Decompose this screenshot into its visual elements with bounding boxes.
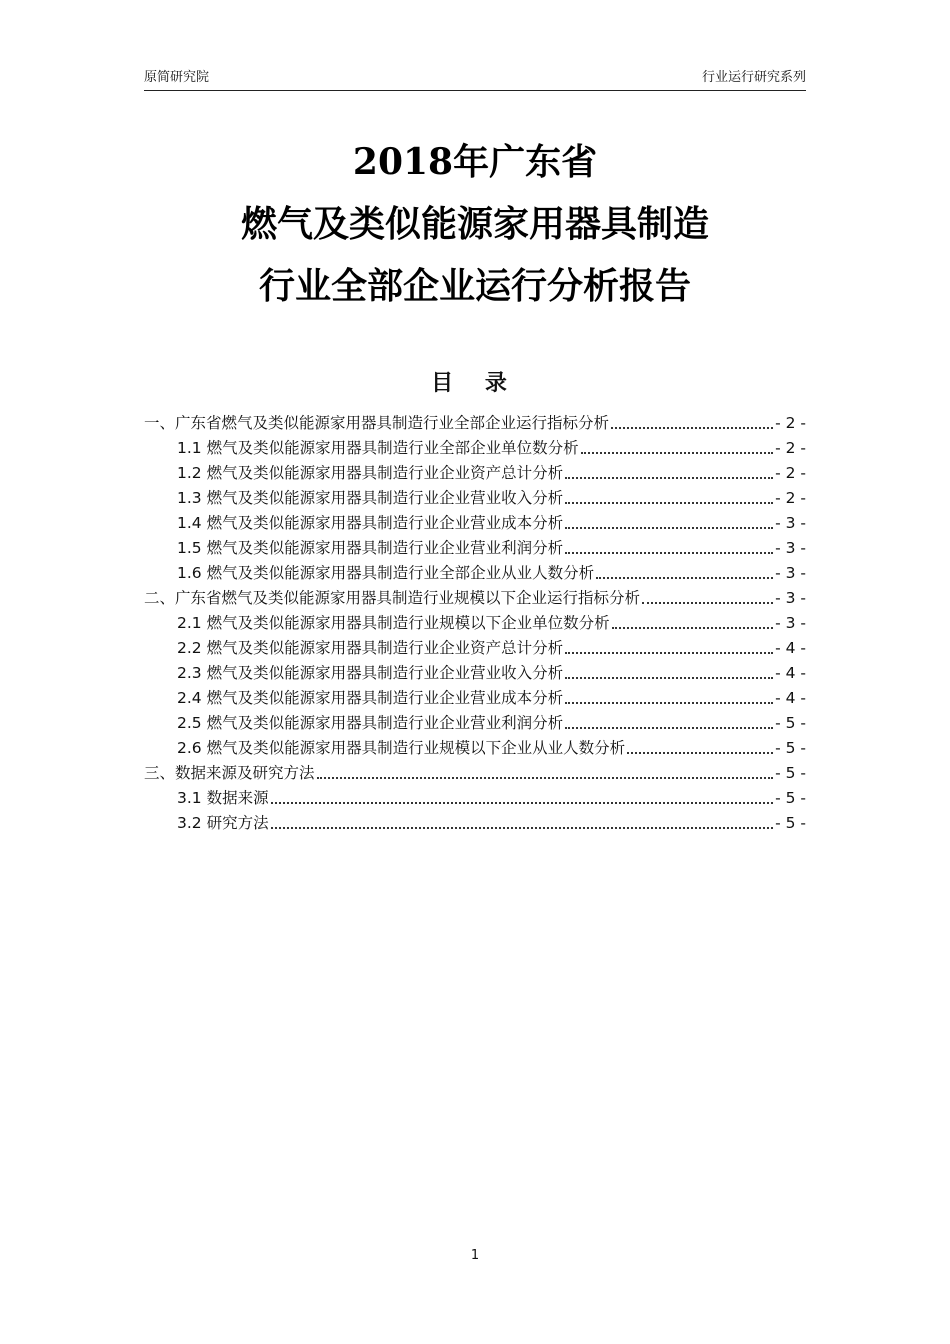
toc-entry-text: 1.6 燃气及类似能源家用器具制造行业全部企业从业人数分析 — [177, 564, 595, 582]
toc-entry-page: - 3 - — [775, 589, 806, 607]
toc-entry-text: 一、广东省燃气及类似能源家用器具制造行业全部企业运行指标分析 — [144, 414, 610, 432]
toc-entry-page: - 3 - — [775, 614, 806, 632]
toc-leader — [271, 826, 774, 829]
toc-leader — [565, 551, 773, 554]
toc-leader — [271, 801, 774, 804]
toc-entry-text: 三、数据来源及研究方法 — [144, 764, 315, 782]
title-line-1: 2018年广东省 — [352, 141, 598, 183]
toc-entry-text: 3.2 研究方法 — [177, 814, 269, 832]
toc-entry-page: - 4 - — [775, 689, 806, 707]
toc-entry-text: 二、广东省燃气及类似能源家用器具制造行业规模以下企业运行指标分析 — [144, 589, 641, 607]
toc-entry-page: - 2 - — [775, 489, 806, 507]
toc-entry-3-2[interactable] — [144, 808, 806, 833]
toc-entry-1-4[interactable] — [144, 508, 806, 533]
toc-entry-page: - 5 - — [775, 789, 806, 807]
toc-entry-page: - 3 - — [775, 539, 806, 557]
toc-leader — [612, 626, 774, 629]
toc-leader — [317, 776, 774, 779]
toc-entry-page: - 5 - — [775, 739, 806, 757]
toc-leader — [565, 676, 773, 679]
header-institute: 原简研究院 — [144, 70, 210, 85]
page-number: 1 — [470, 1248, 480, 1263]
toc-entry-2-3[interactable] — [144, 658, 806, 683]
toc-entry-2-6[interactable] — [144, 733, 806, 758]
toc-entry-1-6[interactable] — [144, 558, 806, 583]
toc-leader — [581, 451, 774, 454]
toc-leader — [565, 651, 773, 654]
title-line-2: 燃气及类似能源家用器具制造 — [240, 203, 709, 245]
toc-entry-text: 2.2 燃气及类似能源家用器具制造行业企业资产总计分析 — [177, 639, 564, 657]
toc-leader — [565, 526, 773, 529]
report-title — [0, 132, 950, 318]
toc-entry-1-5[interactable] — [144, 533, 806, 558]
toc-leader — [565, 501, 773, 504]
toc-leader — [565, 701, 773, 704]
toc-entry-text: 1.4 燃气及类似能源家用器具制造行业企业营业成本分析 — [177, 514, 564, 532]
toc-entry-page: - 5 - — [775, 764, 806, 782]
toc-leader — [565, 476, 773, 479]
toc-leader — [611, 426, 773, 429]
toc-entry-text: 2.1 燃气及类似能源家用器具制造行业规模以下企业单位数分析 — [177, 614, 610, 632]
toc-entry-1[interactable] — [144, 408, 806, 433]
toc-entry-2-5[interactable] — [144, 708, 806, 733]
toc-entry-page: - 4 - — [775, 664, 806, 682]
toc-entry-page: - 5 - — [775, 714, 806, 732]
toc-entry-2-4[interactable] — [144, 683, 806, 708]
toc-entry-text: 2.3 燃气及类似能源家用器具制造行业企业营业收入分析 — [177, 664, 564, 682]
toc-entry-text: 1.5 燃气及类似能源家用器具制造行业企业营业利润分析 — [177, 539, 564, 557]
toc-leader — [627, 751, 773, 754]
toc-entry-text: 2.4 燃气及类似能源家用器具制造行业企业营业成本分析 — [177, 689, 564, 707]
toc-entry-text: 1.2 燃气及类似能源家用器具制造行业企业资产总计分析 — [177, 464, 564, 482]
toc-leader — [642, 601, 773, 604]
toc-entry-text: 2.6 燃气及类似能源家用器具制造行业规模以下企业从业人数分析 — [177, 739, 626, 757]
toc-entry-2[interactable] — [144, 583, 806, 608]
toc-entry-1-1[interactable] — [144, 433, 806, 458]
toc-entry-page: - 5 - — [775, 814, 806, 832]
table-of-contents — [144, 408, 806, 833]
toc-leader — [565, 726, 773, 729]
toc-leader — [596, 576, 773, 579]
toc-heading: 目 录 — [431, 371, 519, 396]
toc-entry-page: - 4 - — [775, 639, 806, 657]
header-series: 行业运行研究系列 — [701, 70, 806, 85]
toc-entry-3[interactable] — [144, 758, 806, 783]
page-header — [144, 70, 806, 91]
toc-entry-text: 1.3 燃气及类似能源家用器具制造行业企业营业收入分析 — [177, 489, 564, 507]
toc-entry-page: - 2 - — [775, 414, 806, 432]
toc-entry-page: - 2 - — [775, 439, 806, 457]
toc-entry-page: - 3 - — [775, 514, 806, 532]
toc-entry-2-2[interactable] — [144, 633, 806, 658]
toc-entry-1-3[interactable] — [144, 483, 806, 508]
toc-entry-page: - 3 - — [775, 564, 806, 582]
toc-entry-1-2[interactable] — [144, 458, 806, 483]
toc-entry-text: 1.1 燃气及类似能源家用器具制造行业全部企业单位数分析 — [177, 439, 579, 457]
toc-entry-3-1[interactable] — [144, 783, 806, 808]
toc-entry-text: 3.1 数据来源 — [177, 789, 269, 807]
toc-entry-text: 2.5 燃气及类似能源家用器具制造行业企业营业利润分析 — [177, 714, 564, 732]
title-line-3: 行业全部企业运行分析报告 — [258, 265, 691, 307]
toc-entry-page: - 2 - — [775, 464, 806, 482]
toc-entry-2-1[interactable] — [144, 608, 806, 633]
